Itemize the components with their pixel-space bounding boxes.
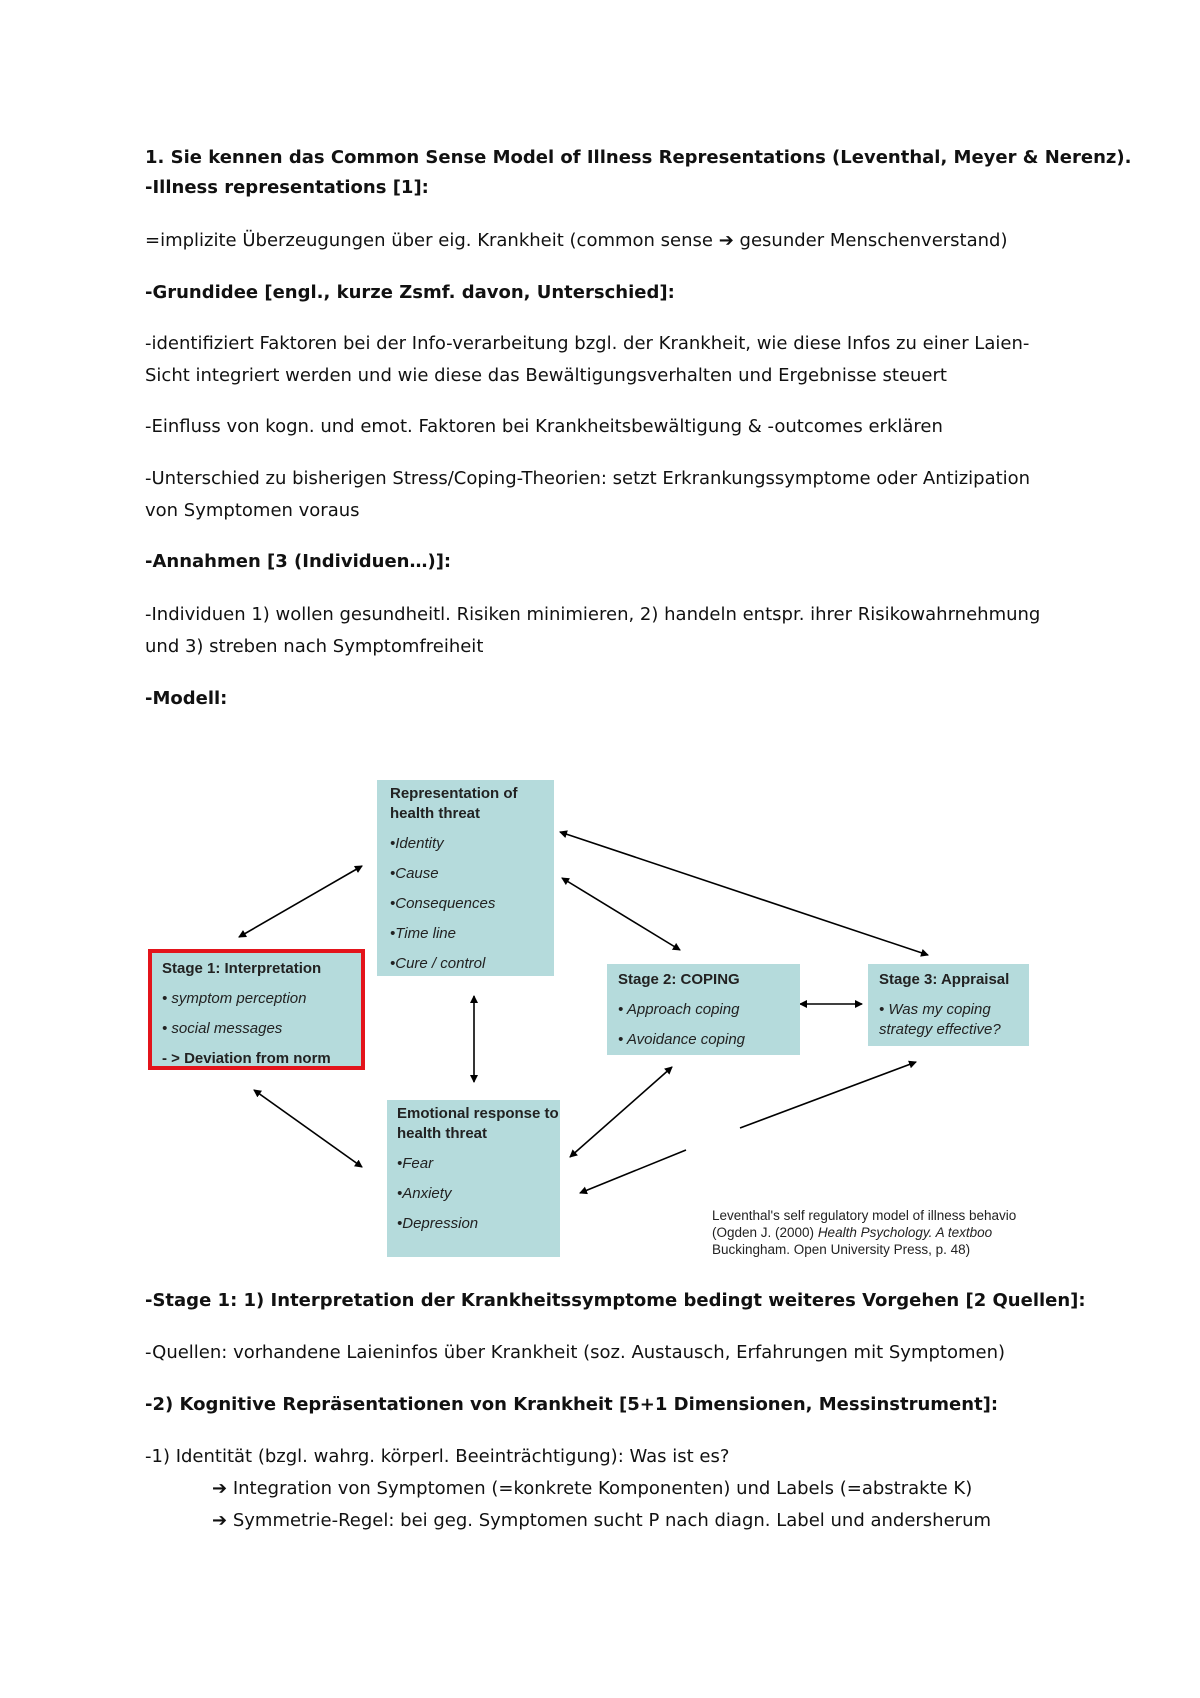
answer-text-a: =implizite Überzeugungen über eig. Krankheit (common sense (145, 230, 713, 251)
stage3-item-effective: • Was my coping strategy effective? (879, 1001, 1001, 1038)
caption-line-1: Leventhal's self regulatory model of illness behavio (712, 1208, 1017, 1223)
representation-box (377, 780, 554, 976)
stage2-item-approach: • Approach coping (618, 1001, 740, 1018)
caption-line-2 (712, 1224, 1016, 1241)
caption-line-2-a: (Ogden J. (2000) (712, 1225, 818, 1240)
bullet-symmetrie-text: Symmetrie-Regel: bei geg. Symptomen sucht P nach diagn. Label und andersherum (232, 1510, 992, 1531)
arrow-right-icon: ➔ (212, 1510, 228, 1531)
grundidee-line-3b: von Symptomen voraus (145, 500, 360, 521)
representation-item-consequences: •Consequences (390, 895, 496, 912)
stage2-title: Stage 2: COPING (618, 971, 740, 988)
answer-text-b: gesunder Menschenverstand) (739, 230, 1008, 251)
arrow-right-icon: ➔ (212, 1478, 228, 1499)
figure-caption (712, 1207, 1016, 1258)
emotional-item-fear: •Fear (397, 1155, 434, 1172)
stage1-box (148, 949, 365, 1070)
answer-quellen: -Quellen: vorhandene Laieninfos über Krankheit (soz. Austausch, Erfahrungen mit Symptomen) (145, 1342, 1006, 1363)
representation-item-identity: •Identity (390, 835, 444, 852)
annahmen-line-2: und 3) streben nach Symptomfreiheit (145, 636, 484, 657)
arrow-stage1-representation (239, 866, 362, 937)
emotional-item-depression: •Depression (397, 1215, 479, 1232)
arrow-representation-stage3 (560, 832, 928, 955)
grundidee-line-2: -Einfluss von kogn. und emot. Faktoren bei Krankheitsbewältigung & -outcomes erklären (145, 416, 943, 437)
subheading-annahmen: -Annahmen [3 (Individuen…)]: (145, 551, 452, 572)
subheading-grundidee: -Grundidee [engl., kurze Zsmf. davon, Unterschied]: (145, 282, 675, 303)
stage2-box (607, 964, 800, 1055)
arrow-right-icon: ➔ (718, 230, 734, 251)
representation-item-cause: •Cause (390, 865, 439, 882)
caption-line-2-title: Health Psychology. A textboo (817, 1225, 993, 1240)
emotional-title: Emotional response to health threat (397, 1105, 559, 1142)
stage3-title: Stage 3: Appraisal (879, 971, 1010, 988)
stage1-title: Stage 1: Interpretation (162, 960, 322, 977)
emotional-item-anxiety: •Anxiety (397, 1185, 452, 1202)
representation-item-cure-control: •Cure / control (390, 955, 486, 972)
arrow-emotional-stage2 (570, 1067, 672, 1157)
stage2-item-avoidance: • Avoidance coping (618, 1031, 746, 1048)
grundidee-line-3a: -Unterschied zu bisherigen Stress/Coping-Theorien: setzt Erkrankungssymptome oder Antizipation (145, 468, 1031, 489)
stage1-item-deviation: - > Deviation from norm (162, 1050, 331, 1067)
caption-line-3: Buckingham. Open University Press, p. 48) (712, 1242, 971, 1257)
bullet-symmetrie (212, 1505, 991, 1537)
arrow-stage1-emotional (254, 1090, 362, 1167)
representation-title: Representation of health threat (390, 785, 518, 822)
grundidee-line-1b: Sicht integriert werden und wie diese das Bewältigungsverhalten und Ergebnisse steuert (145, 365, 947, 386)
annahmen-line-1: -Individuen 1) wollen gesundheitl. Risiken minimieren, 2) handeln entspr. ihrer Risikowahrnehmung (145, 604, 1041, 625)
stage1-item-social-messages: • social messages (162, 1020, 283, 1037)
emotional-box (387, 1100, 560, 1257)
answer-identitaet: -1) Identität (bzgl. wahrg. körperl. Beeinträchtigung): Was ist es? (145, 1446, 730, 1467)
grundidee-line-1a: -identifiziert Faktoren bei der Info-verarbeitung bzgl. der Krankheit, wie diese Infos zu einer Laien- (145, 333, 1030, 354)
bullet-integration-text: Integration von Symptomen (=konkrete Komponenten) und Labels (=abstrakte K) (232, 1478, 973, 1499)
stage1-item-symptom-perception: • symptom perception (162, 990, 307, 1007)
question-heading: 1. Sie kennen das Common Sense Model of Illness Representations (Leventhal, Meyer & Nerenz). (145, 147, 1132, 168)
subheading-stage1: -Stage 1: 1) Interpretation der Krankheitssymptome bedingt weiteres Vorgehen [2 Quellen]: (145, 1290, 1086, 1311)
arrow-to-stage3 (740, 1062, 916, 1128)
subheading-kognitive: -2) Kognitive Repräsentationen von Krankheit [5+1 Dimensionen, Messinstrument]: (145, 1394, 999, 1415)
subheading-modell: -Modell: (145, 688, 228, 709)
representation-item-timeline: •Time line (390, 925, 456, 942)
arrow-representation-stage2 (562, 878, 680, 950)
stage3-box (868, 964, 1029, 1046)
arrow-to-emotional (580, 1150, 686, 1193)
subheading-illness-representations: -Illness representations [1]: (145, 177, 429, 198)
bullet-integration (212, 1473, 972, 1505)
